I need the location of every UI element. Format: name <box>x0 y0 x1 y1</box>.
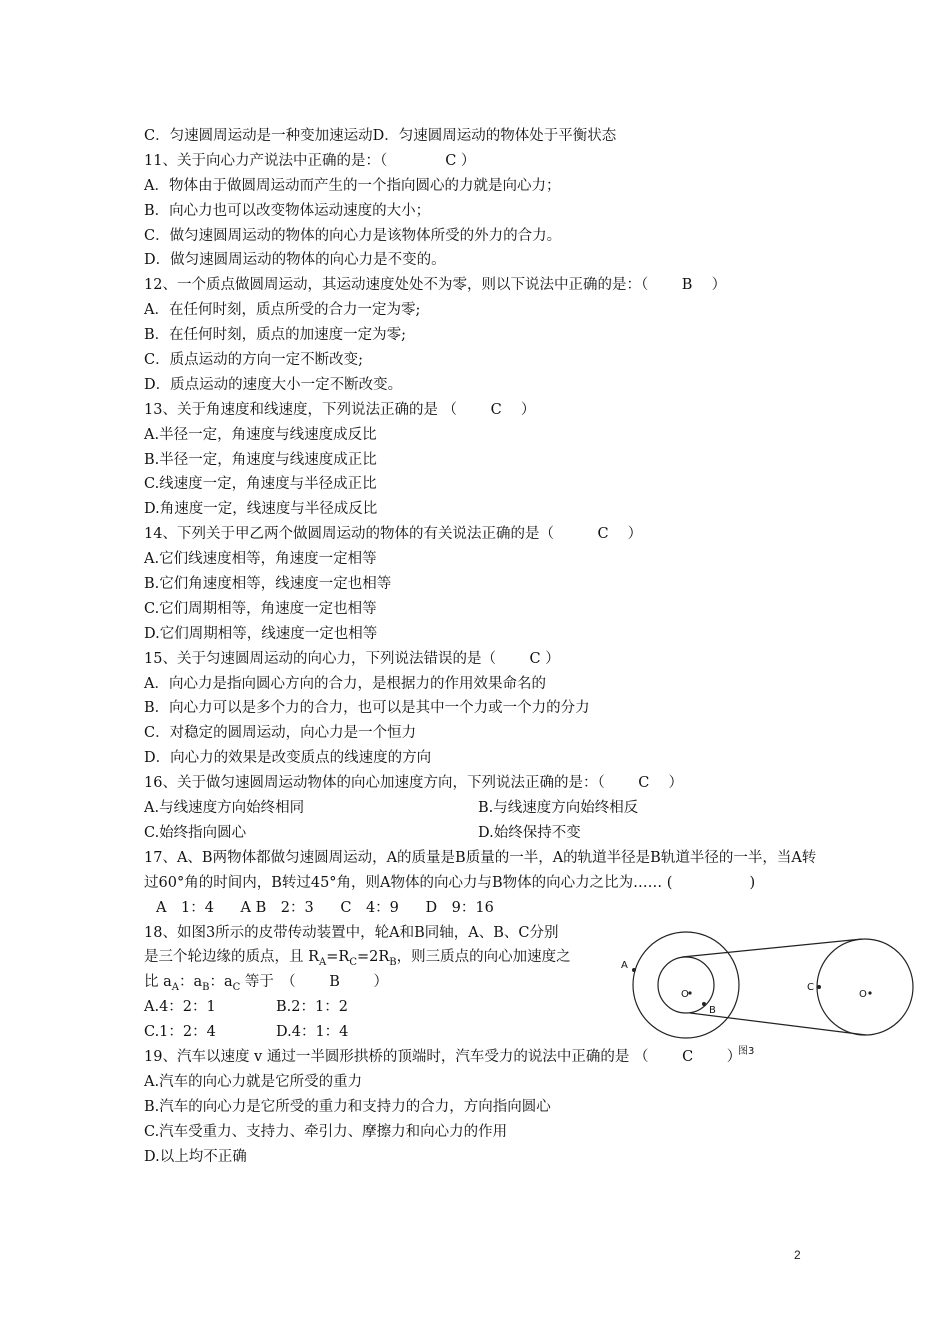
option-line: C．对稳定的圆周运动，向心力是一个恒力 <box>144 725 417 742</box>
option-line: B．在任何时刻，质点的加速度一定为零; <box>144 327 407 344</box>
option-line: A．向心力是指向圆心方向的合力，是根据力的作用效果命名的 <box>144 675 546 692</box>
option-c: C.始终指向圆心 <box>144 824 247 841</box>
point-b-dot <box>702 1002 706 1006</box>
text-fragment: 是三个轮边缘的质点，且 R <box>144 949 320 966</box>
label-b: B <box>709 1005 716 1016</box>
option-d: D.始终保持不变 <box>478 824 581 841</box>
option-d: D.4：1：4 <box>276 1024 349 1041</box>
option-line: B．向心力也可以改变物体运动速度的大小； <box>144 202 431 219</box>
option-line: B.半径一定，角速度与线速度成正比 <box>144 451 377 468</box>
question-18-cont <box>144 970 614 995</box>
question-15: 15、关于匀速圆周运动的向心力，下列说法错误的是（ C ） <box>144 650 560 667</box>
option-line: C.汽车受重力、支持力、牵引力、摩擦力和向心力的作用 <box>144 1123 508 1140</box>
subscript: B <box>389 957 397 969</box>
option-line: D.以上均不正确 <box>144 1148 247 1165</box>
question-17: 17、A、B两物体都做匀速圆周运动，A的质量是B质量的一半，A的轨道半径是B轨道半径的一半，当A转过60°角的时间内，B转过45°角，则A物体的向心力与B物体的向心力之比为…… ( ) <box>144 849 817 891</box>
question-18: 18、如图3所示的皮带传动装置中，轮A和B同轴，A、B、C分别 <box>144 924 559 941</box>
option-line: D．向心力的效果是改变质点的线速度的方向 <box>144 750 432 767</box>
text-fragment: ，则三质点的向心加速度之 <box>396 949 571 966</box>
option-row <box>144 796 824 821</box>
option-line: A.汽车的向心力就是它所受的重力 <box>144 1073 363 1090</box>
belt-drive-figure <box>620 930 920 1065</box>
option-b: B.与线速度方向始终相反 <box>478 800 639 817</box>
question-16: 16、关于做匀速圆周运动物体的向心加速度方向，下列说法正确的是：（ C ） <box>144 775 684 792</box>
text-fragment: =2R <box>357 949 390 966</box>
page-number: 2 <box>794 1248 801 1262</box>
belt-bottom <box>690 1013 866 1035</box>
question-19: 19、汽车以速度 v 通过一半圆形拱桥的顶端时，汽车受力的说法中正确的是 （ C ） <box>144 1048 742 1065</box>
subscript: B <box>202 982 210 994</box>
text-line: C．匀速圆周运动是一种变加速运动D．匀速圆周运动的物体处于平衡状态 <box>144 128 617 144</box>
label-o-right: O <box>859 989 867 1000</box>
option-line: A.它们线速度相等，角速度一定相等 <box>144 551 377 568</box>
wheel-a-outer <box>633 932 739 1038</box>
question-14: 14、下列关于甲乙两个做圆周运动的物体的有关说法正确的是（ C ） <box>144 526 643 543</box>
belt-top <box>682 939 862 957</box>
subscript: C <box>232 982 241 994</box>
text-fragment: 等于 （ B ） <box>240 974 389 991</box>
option-line: D．质点运动的速度大小一定不断改变。 <box>144 376 403 393</box>
text-fragment: 比 a <box>144 974 172 991</box>
option-b: A B 2：3 <box>240 899 314 916</box>
label-o-left: O <box>681 989 689 1000</box>
option-line: A．物体由于做圆周运动而产生的一个指向圆心的力就是向心力； <box>144 177 561 194</box>
option-line: A．在任何时刻，质点所受的合力一定为零; <box>144 302 421 319</box>
option-line: C.它们周期相等，角速度一定也相等 <box>144 600 377 617</box>
option-a: A.4：2：1 <box>144 999 216 1016</box>
subscript: C <box>349 957 357 969</box>
option-line: B.它们角速度相等，线速度一定也相等 <box>144 576 392 593</box>
question-13: 13、关于角速度和线速度，下列说法正确的是 （ C ） <box>144 401 536 418</box>
text-fragment: =R <box>326 949 350 966</box>
option-d: D 9：16 <box>425 899 494 916</box>
point-a-dot <box>632 968 636 972</box>
option-c: C.1：2：4 <box>144 1024 216 1041</box>
option-line: A.半径一定，角速度与线速度成反比 <box>144 426 377 443</box>
label-a: A <box>621 960 628 971</box>
question-12: 12、一个质点做圆周运动，其运动速度处处不为零，则以下说法中正确的是：（ B ） <box>144 277 727 294</box>
text-fragment: ：a <box>209 974 233 991</box>
subscript: A <box>319 957 327 969</box>
option-a: A.与线速度方向始终相同 <box>144 800 305 817</box>
option-line: C．质点运动的方向一定不断改变; <box>144 352 363 369</box>
option-line: D.它们周期相等，线速度一定也相等 <box>144 625 378 642</box>
label-c: C <box>807 982 814 993</box>
text-fragment: ：a <box>179 974 203 991</box>
center-dot-left <box>688 991 691 994</box>
wheel-c <box>817 939 913 1035</box>
option-b: B.2：1：2 <box>276 999 348 1016</box>
option-line: C．做匀速圆周运动的物体的向心力是该物体所受的外力的合力。 <box>144 227 562 244</box>
option-row <box>144 896 824 921</box>
option-c: C 4：9 <box>340 899 399 916</box>
option-line: C.线速度一定，角速度与半径成正比 <box>144 476 377 493</box>
subscript: A <box>171 982 179 994</box>
question-18-cont <box>144 945 614 970</box>
option-line: D.角速度一定，线速度与半径成反比 <box>144 501 378 518</box>
option-row <box>144 821 824 846</box>
option-line: D．做匀速圆周运动的物体的向心力是不变的。 <box>144 252 446 269</box>
point-c-dot <box>817 985 821 989</box>
option-line: B．向心力可以是多个力的合力，也可以是其中一个力或一个力的分力 <box>144 700 590 717</box>
option-a: A 1：4 <box>156 899 214 916</box>
figure-caption: 图3 <box>738 1046 755 1057</box>
question-11: 11、关于向心力产说法中正确的是：（ C ） <box>144 152 476 169</box>
center-dot-right <box>868 991 871 994</box>
option-line: B.汽车的向心力是它所受的重力和支持力的合力，方向指向圆心 <box>144 1098 551 1115</box>
